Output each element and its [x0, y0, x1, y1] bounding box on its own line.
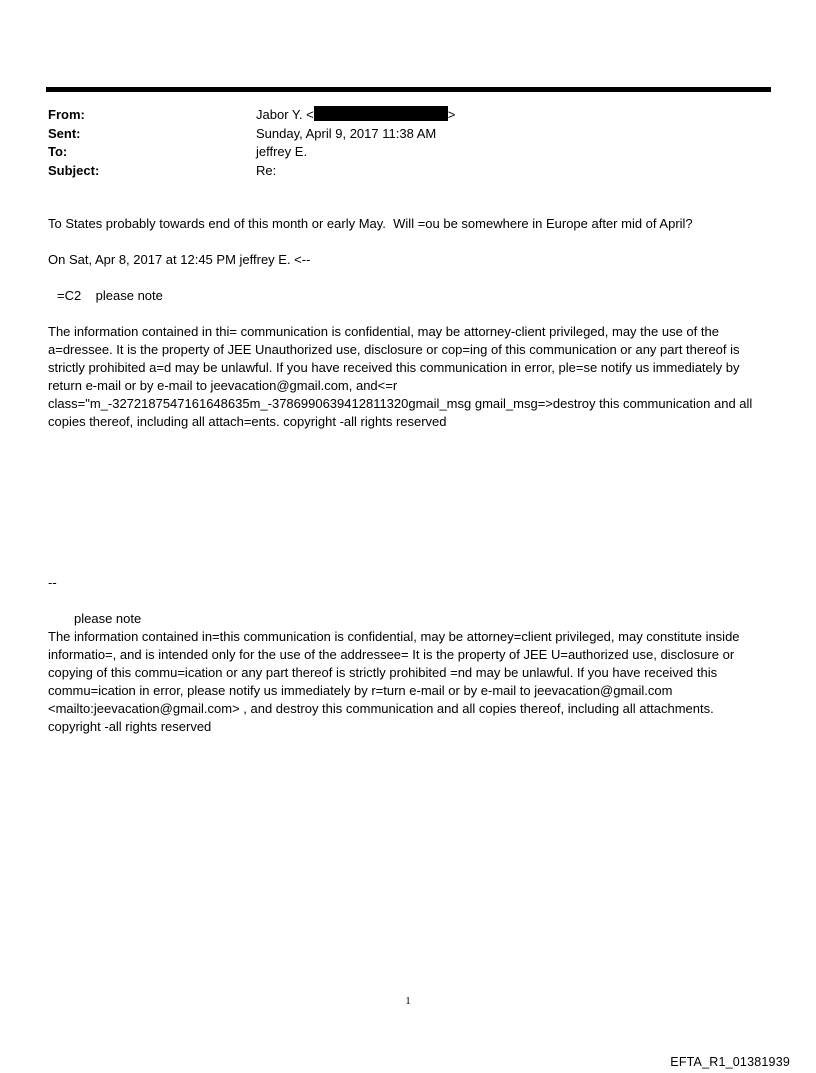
to-label: To:: [48, 144, 68, 159]
sent-label: Sent:: [48, 125, 81, 141]
from-suffix: >: [447, 107, 456, 122]
subject-value: Re:: [256, 162, 277, 178]
to-row: [48, 143, 768, 162]
page-number: 1: [405, 995, 411, 1007]
please-note-2: please note: [74, 611, 142, 626]
sent-row: [48, 125, 768, 144]
please-note-1: =C2 please note: [57, 288, 163, 303]
to-value: jeffrey E.: [256, 144, 308, 159]
from-name: Jabor Y. <: [256, 107, 314, 122]
email-header: [48, 106, 768, 180]
redaction-box: [314, 106, 448, 121]
disclaimer-1: The information contained in thi= communication is confidential, may be attorney-client privileged, may the use of the a=dressee. It is the property of JEE Unauthorized use, disclosure or cop=ing of this communication or any part thereof is strictly prohibited a=d may be unlawful. If you have received this communication in error, ple=se notify us immediately by return e-mail or by e-mail to jeevacation@gmail.com, and<=r class="m_-3272187547161648635m_-3786990639412811320gmail_msg gmail_msg=>destroy this communication and all copies thereof, including all attach=ents. copyright -all rights reserved: [48, 324, 756, 429]
sent-value: Sunday, April 9, 2017 11:38 AM: [256, 125, 437, 141]
from-value: [256, 106, 768, 125]
header-rule: [46, 87, 771, 92]
quote-attribution: On Sat, Apr 8, 2017 at 12:45 PM jeffrey E. <--: [48, 252, 311, 267]
from-label: From:: [48, 107, 85, 122]
from-row: [48, 106, 768, 125]
bates-number: EFTA_R1_01381939: [670, 1055, 790, 1069]
reply-text: To States probably towards end of this month or early May. Will =ou be somewhere in Europe after mid of April?: [48, 216, 693, 231]
subject-label: Subject:: [48, 162, 100, 178]
subject-row: [48, 162, 768, 181]
signature-separator: --: [48, 575, 57, 590]
disclaimer-2: The information contained in=this communication is confidential, may be attorney=client privileged, may constitute inside informatio=, and is intended only for the use of the addressee= It is the property of JEE U=authorized use, disclosure or copying of this commu=ication or any part thereof is strictly prohibited =nd may be unlawful. If you have received this commu=ication in error, please notify us immediately by r=turn e-mail or by e-mail to jeevacation@gmail.com <mailto:jeevacation@gmail.com> , and destroy this communication and all copies thereof, including all attachments. copyright -all rights reserved: [48, 629, 744, 734]
